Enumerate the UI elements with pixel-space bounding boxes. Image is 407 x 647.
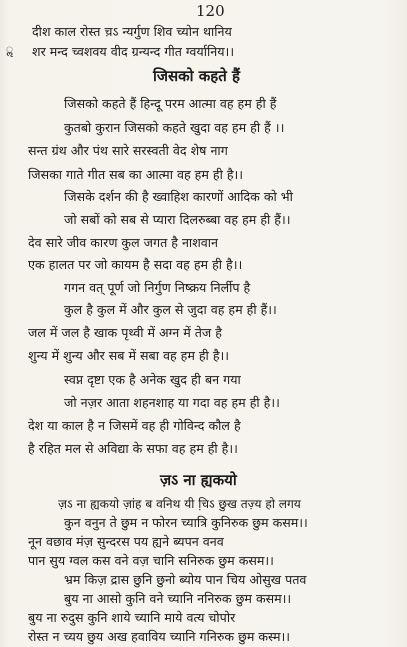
page-number: 120 <box>196 2 225 20</box>
verse-line: जल में जल है खाक पृथ्वी में अग्न में तेज है <box>28 325 222 340</box>
verse-line: भ्रम किज़ द्रास छुनि छुनो ब्योय पान चिय ओसुख पतव <box>64 572 307 587</box>
section-title-za-na-hyakyo: ज़ऽ ना ह्यकयो <box>160 471 237 489</box>
verse-line: ज़ऽ ना ह्यकयो ज़ांह ब वनिथ यी चि़ऽ छुख तज़्य हो लगय <box>58 497 301 511</box>
verse-line: एक हालत पर जो कायम है सदा वह हम ही है।। <box>28 257 243 272</box>
verse-line: जो सबों को सब से प्यारा दिलरुब्बा वह हम ही हैं।। <box>64 212 291 227</box>
margin-mark: ॢ <box>6 42 14 56</box>
verse-line: जिसके दर्शन की है ख्वाहिश कारणों आदिक को भी <box>64 189 293 204</box>
verse-line: रोस्त न च्यय छुय अख हवाविय च्यानि गनिरुक छुम कस्म।। <box>28 629 291 644</box>
intro-line: दीश काल रोस्त च़ऽ न्यर्गुण शिव च्योन थानिय <box>32 24 232 39</box>
verse-line: देव सारे जीव कारण कुल जगत है नाशवान <box>28 235 219 250</box>
verse-line: स्वप्न दृष्टा एक है अनेक खुद ही बन गया <box>64 372 241 387</box>
section-title-jisko-kahte-hain: जिसको कहते हैं <box>153 67 241 85</box>
verse-line: देश या काल है न जिसमें वह ही गोविन्द कौल है <box>28 418 241 433</box>
verse-line: सन्त ग्रंथ और पंथ सारे सरस्वती वेद शेष नाग <box>28 143 228 158</box>
verse-line: कुल है कुल में और कुल से जुदा वह हम ही हैं।। <box>64 302 277 317</box>
verse-line: शुन्य में शुन्य और सब में सबा वह हम ही है।। <box>28 348 230 363</box>
verse-line: है रहित मल से अविद्या के सफा वह हम ही है।। <box>28 441 238 456</box>
verse-line: नून वछाव मंज़ सुन्दरस पय ह्यने ब्यपन वनव <box>28 534 224 549</box>
verse-line: कुतबो कुरान जिसको कहते खुदा वह हम ही हैं ।। <box>64 120 285 135</box>
verse-line: गगन वत् पूर्ण जो निर्गुण निष्क्रय निर्लीप है <box>64 280 251 295</box>
verse-line: जो नज़र आता शहनशाह या गदा वह हम ही है।। <box>64 395 280 410</box>
intro-line: शर मन्द च्वशवय वीद ग्रन्यन्द गीत ग्वर्यानिय।। <box>32 44 235 59</box>
verse-line: जिसको कहते हैं हिन्दू परम आत्मा वह हम ही हैं <box>64 96 277 111</box>
verse-line: बुय ना आसो कुनि वने च्यानि ननिरुक छुम कसम।। <box>64 591 292 606</box>
verse-line: कुन वनुन ते छुम न फोरन च्यात्रि कुनिरुक छुम कसम।। <box>64 515 308 530</box>
verse-line: पान सुय ग्वल कस वने वज़ चानि सनिरुक छुम कसम।। <box>28 553 274 568</box>
verse-line: जिसका गाते गीत सब का आत्मा वह हम ही है।। <box>28 167 244 182</box>
verse-line: बुय ना रुदुस कुनि शाये च्यानि माये वत्य चोपोर <box>28 610 236 625</box>
